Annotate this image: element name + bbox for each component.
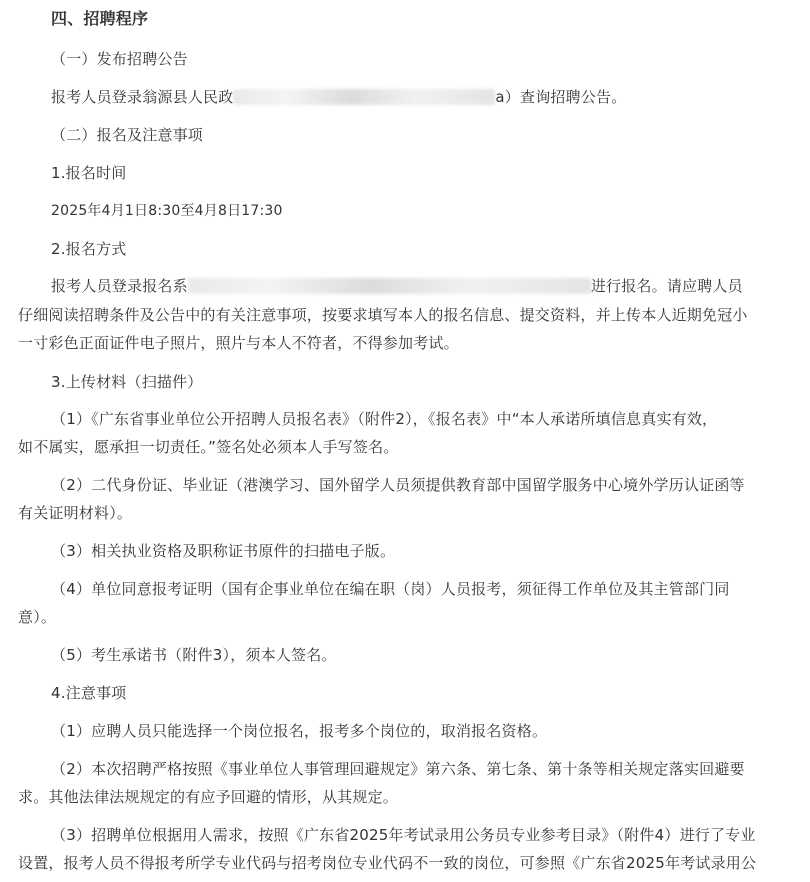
item-heading-method: 2.报名方式 [51, 240, 127, 258]
paragraph-text: 报考人员登录翁源县人民政 [51, 88, 234, 106]
material-1-line-2: 如不属实，愿承担一切责任。”签名处必须本人手写签名。 [18, 438, 399, 456]
paragraph-method-line-2: 仔细阅读招聘条件及公告中的有关注意事项，按要求填写本人的报名信息、提交资料，并上传本人近期免冠小 [18, 306, 748, 324]
subsection-title-publish: （一）发布招聘公告 [51, 50, 188, 68]
subsection-title-registration: （二）报名及注意事项 [51, 126, 204, 144]
paragraph-publish [51, 87, 626, 107]
material-1-line-1: （1）《广东省事业单位公开招聘人员报名表》（附件2），《报名表》中“本人承诺所填信息真实有效， [51, 410, 718, 428]
material-2-line-2: 有关证明材料）。 [18, 504, 133, 522]
material-5: （5）考生承诺书（附件3），须本人签名。 [51, 646, 337, 664]
item-heading-materials: 3.上传材料（扫描件） [51, 373, 203, 391]
material-2-line-1: （2）二代身份证、毕业证（港澳学习、国外留学人员须提供教育部中国留学服务中心境外学历认证函等 [51, 476, 745, 494]
note-2-line-1: （2）本次招聘严格按照《事业单位人事管理回避规定》第六条、第七条、第十条等相关规定落实回避要 [51, 760, 745, 778]
note-3-line-2: 设置，报考人员不得报考所学专业代码与招考岗位专业代码不一致的岗位，可参照《广东省2025年考试录用公 [18, 854, 757, 872]
paragraph-text: 进行报名。请应聘人员 [590, 277, 743, 295]
note-3-line-1: （3）招聘单位根据用人需求，按照《广东省2025年考试录用公务员专业参考目录》（附件4）进行了专业 [51, 826, 756, 844]
redacted-url-blur [233, 89, 495, 105]
paragraph-method-line-3: 一寸彩色正面证件电子照片，照片与本人不符者，不得参加考试。 [18, 334, 459, 352]
paragraph-text: a）查询招聘公告。 [495, 88, 627, 106]
material-4-line-1: （4）单位同意报考证明（国有企事业单位在编在职（岗）人员报考，须征得工作单位及其主管部门同 [51, 580, 730, 598]
paragraph-method-line-1 [51, 276, 743, 296]
registration-time-value: 2025年4月1日8:30至4月8日17:30 [51, 203, 283, 219]
note-1: （1）应聘人员只能选择一个岗位报名，报考多个岗位的，取消报名资格。 [51, 722, 548, 740]
redacted-url-blur [188, 278, 591, 294]
item-heading-time: 1.报名时间 [51, 164, 127, 182]
note-2-line-2: 求。其他法律法规规定的有应予回避的情形，从其规定。 [18, 788, 399, 806]
material-4-line-2: 意）。 [18, 608, 57, 626]
section-heading: 四、招聘程序 [51, 9, 149, 28]
paragraph-text: 报考人员登录报名系 [51, 277, 188, 295]
item-heading-notes: 4.注意事项 [51, 684, 127, 702]
material-3: （3）相关执业资格及职称证书原件的扫描电子版。 [51, 542, 396, 560]
